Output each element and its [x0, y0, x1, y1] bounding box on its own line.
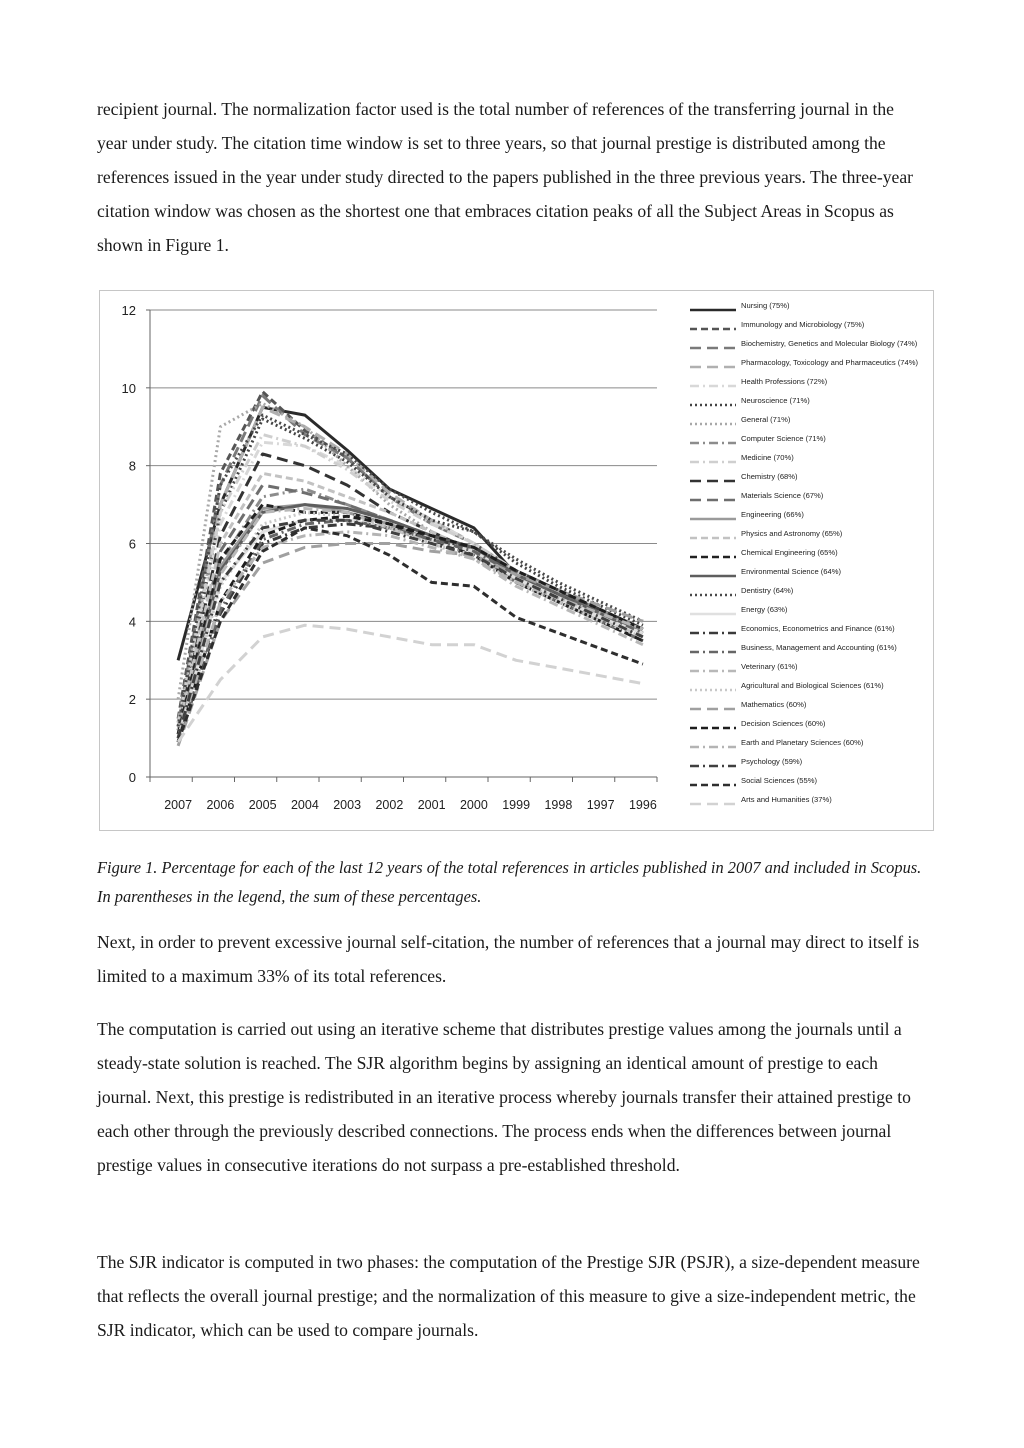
x-tick-label: 2002 [375, 798, 404, 812]
legend-label: Economics, Econometrics and Finance (61%) [741, 624, 895, 633]
legend-label: Physics and Astronomy (65%) [741, 529, 843, 538]
legend-label: Arts and Humanities (37%) [741, 795, 832, 804]
x-tick-label: 2001 [417, 798, 446, 812]
paragraph-1: recipient journal. The normalization factor used is the total number of references of the transferring journal in the year under study. The citation time window is set to three years, so that journal prestige is distributed among the references issued in the year under study directed to the papers published in the three previous years. The three-year citation window was chosen as the shortest one that embraces citation peaks of all the Subject Areas in Scopus as shown in Figure 1. [97, 99, 914, 255]
legend-label: Dentistry (64%) [741, 586, 794, 595]
y-tick-label: 0 [128, 770, 136, 785]
x-tick-label: 2004 [290, 798, 319, 812]
legend-label: Chemistry (68%) [741, 472, 798, 481]
y-tick-label: 2 [128, 692, 136, 708]
line-chart [100, 291, 935, 832]
legend-label: Chemical Engineering (65%) [741, 548, 838, 557]
legend-label: Pharmacology, Toxicology and Pharmaceutics (74%) [741, 358, 918, 367]
figure-caption: Figure 1. Percentage for each of the last 12 years of the total references in articles published in 2007 and included in Scopus. In parentheses in the legend, the sum of these percentages. [97, 858, 922, 906]
legend-label: Psychology (59%) [741, 757, 803, 766]
y-tick-label: 10 [121, 380, 136, 396]
legend-label: Energy (63%) [741, 605, 788, 614]
legend-label: Medicine (70%) [741, 453, 794, 462]
legend-label: Computer Science (71%) [741, 434, 826, 443]
y-tick-label: 8 [128, 458, 136, 474]
series-line [178, 528, 643, 742]
legend-label: Health Professions (72%) [741, 377, 828, 386]
series-line [178, 512, 643, 738]
series-line [178, 419, 643, 726]
x-tick-label: 2005 [248, 798, 277, 812]
legend-label: Nursing (75%) [741, 301, 790, 310]
paragraph-2: Next, in order to prevent excessive journal self-citation, the number of references that a journal may direct to itself is limited to a maximum 33% of its total references. [97, 932, 920, 986]
legend-label: Materials Science (67%) [741, 491, 824, 500]
x-tick-label: 2007 [164, 798, 193, 812]
legend-label: Engineering (66%) [741, 510, 804, 519]
figure-1-chart [99, 290, 934, 831]
x-tick-label: 2003 [333, 798, 362, 812]
paragraph-4: The SJR indicator is computed in two phases: the computation of the Prestige SJR (PSJR), a size-dependent measure that reflects the overall journal prestige; and the normalization of this measure to give a size-independent metric, the SJR indicator, which can be used to compare journals. [97, 1252, 920, 1340]
legend-label: Neuroscience (71%) [741, 396, 810, 405]
series-line [178, 520, 643, 742]
x-tick-label: 1998 [544, 798, 573, 812]
legend-label: Mathematics (60%) [741, 700, 807, 709]
legend-label: Immunology and Microbiology (75%) [741, 320, 865, 329]
x-tick-label: 1999 [502, 798, 531, 812]
legend-label: Business, Management and Accounting (61%) [741, 643, 897, 652]
legend-label: Biochemistry, Genetics and Molecular Biology (74%) [741, 339, 918, 348]
paragraph-3: The computation is carried out using an iterative scheme that distributes prestige values among the journals until a steady-state solution is reached. The SJR algorithm begins by assigning an identical amount of prestige to each journal. Next, this prestige is redistributed in an iterative process whereby journals transfer their attained prestige to each other through the previously described connections. The process ends when the differences between journal prestige values in consecutive iterations do not surpass a pre-established threshold. [97, 1019, 911, 1175]
x-tick-label: 1997 [586, 798, 615, 812]
legend-label: Decision Sciences (60%) [741, 719, 826, 728]
legend-label: Earth and Planetary Sciences (60%) [741, 738, 864, 747]
legend-label: General (71%) [741, 415, 791, 424]
legend-label: Environmental Science (64%) [741, 567, 842, 576]
legend-label: Social Sciences (55%) [741, 776, 817, 785]
x-tick-label: 2006 [206, 798, 235, 812]
y-tick-label: 6 [128, 536, 136, 552]
series-line [178, 625, 643, 742]
series-line [178, 520, 643, 738]
legend-label: Veterinary (61%) [741, 662, 798, 671]
x-tick-label: 1996 [628, 798, 657, 812]
legend-label: Agricultural and Biological Sciences (61%) [741, 681, 884, 690]
series-line [178, 520, 643, 738]
y-tick-label: 4 [128, 614, 136, 630]
x-tick-label: 2000 [459, 798, 488, 812]
y-tick-label: 12 [121, 303, 136, 318]
